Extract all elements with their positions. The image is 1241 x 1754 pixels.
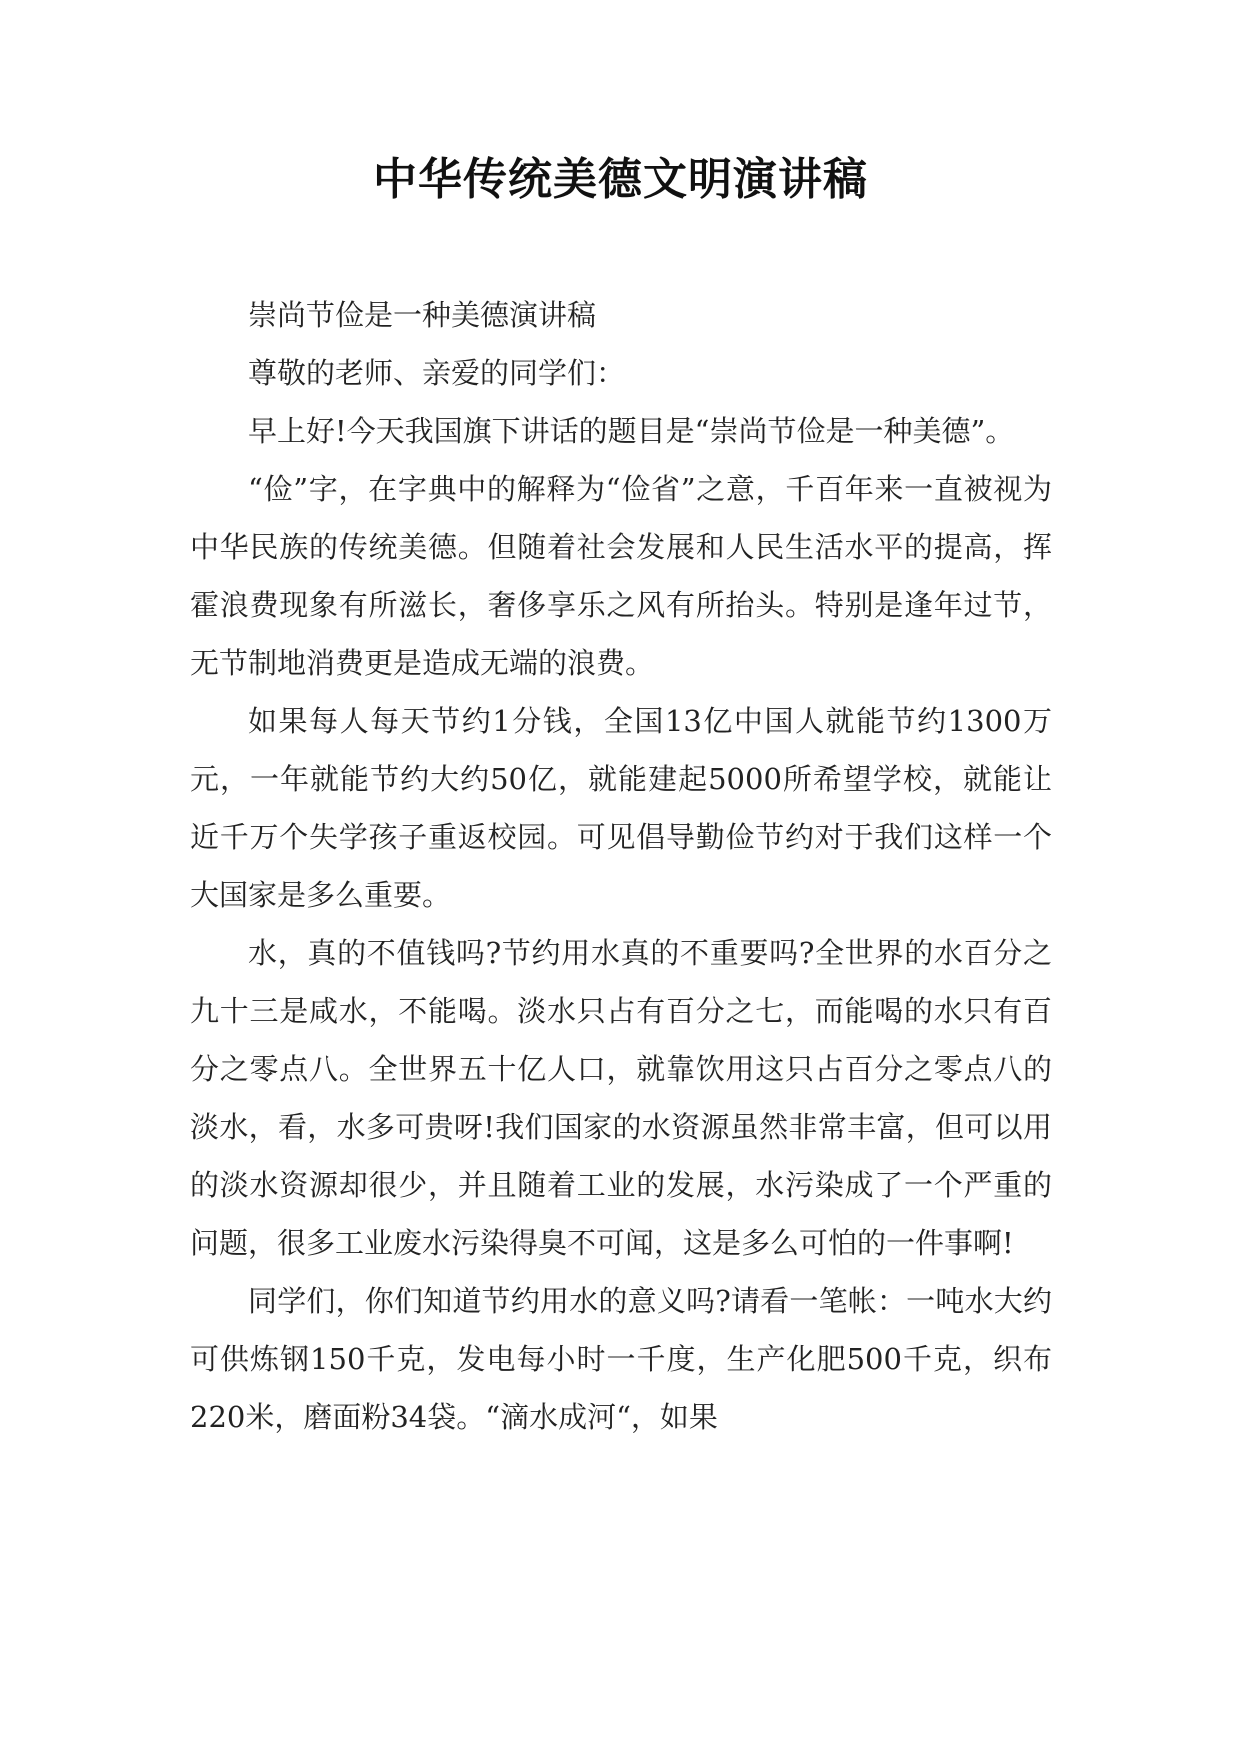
- paragraph-subtitle: 崇尚节俭是一种美德演讲稿: [248, 298, 597, 332]
- paragraph-frugality-meaning: “俭”字，在字典中的解释为“俭省”之意，千百年来一直被视为中华民族的传统美德。但随着社会发展和人民生活水平的提高，挥霍浪费现象有所滋长，奢侈享乐之风有所抬头。特别是逢年过节，无节制地消费更是造成无端的浪费。: [190, 472, 1052, 680]
- paragraph-water-saving: 同学们，你们知道节约用水的意义吗?请看一笔帐：一吨水大约可供炼钢150千克，发电每小时一千度，生产化肥500千克，织布220米，磨面粉34袋。“滴水成河“，如果: [190, 1284, 1052, 1434]
- paragraph-water-value: 水，真的不值钱吗?节约用水真的不重要吗?全世界的水百分之九十三是咸水，不能喝。淡水只占有百分之七，而能喝的水只有百分之零点八。全世界五十亿人口，就靠饮用这只占百分之零点八的淡水，看，水多可贵呀!我们国家的水资源虽然非常丰富，但可以用的淡水资源却很少，并且随着工业的发展，水污染成了一个严重的问题，很多工业废水污染得臭不可闻，这是多么可怕的一件事啊!: [190, 936, 1052, 1260]
- document-title: 中华传统美德文明演讲稿: [373, 154, 868, 205]
- document-body: [190, 286, 1052, 1446]
- paragraph-savings-example: 如果每人每天节约1分钱，全国13亿中国人就能节约1300万元，一年就能节约大约50亿，就能建起5000所希望学校，就能让近千万个失学孩子重返校园。可见倡导勤俭节约对于我们这样一个大国家是多么重要。: [190, 704, 1052, 912]
- paragraph-salutation: 尊敬的老师、亲爱的同学们：: [248, 356, 626, 390]
- paragraph-greeting: 早上好!今天我国旗下讲话的题目是“崇尚节俭是一种美德”。: [248, 414, 1015, 448]
